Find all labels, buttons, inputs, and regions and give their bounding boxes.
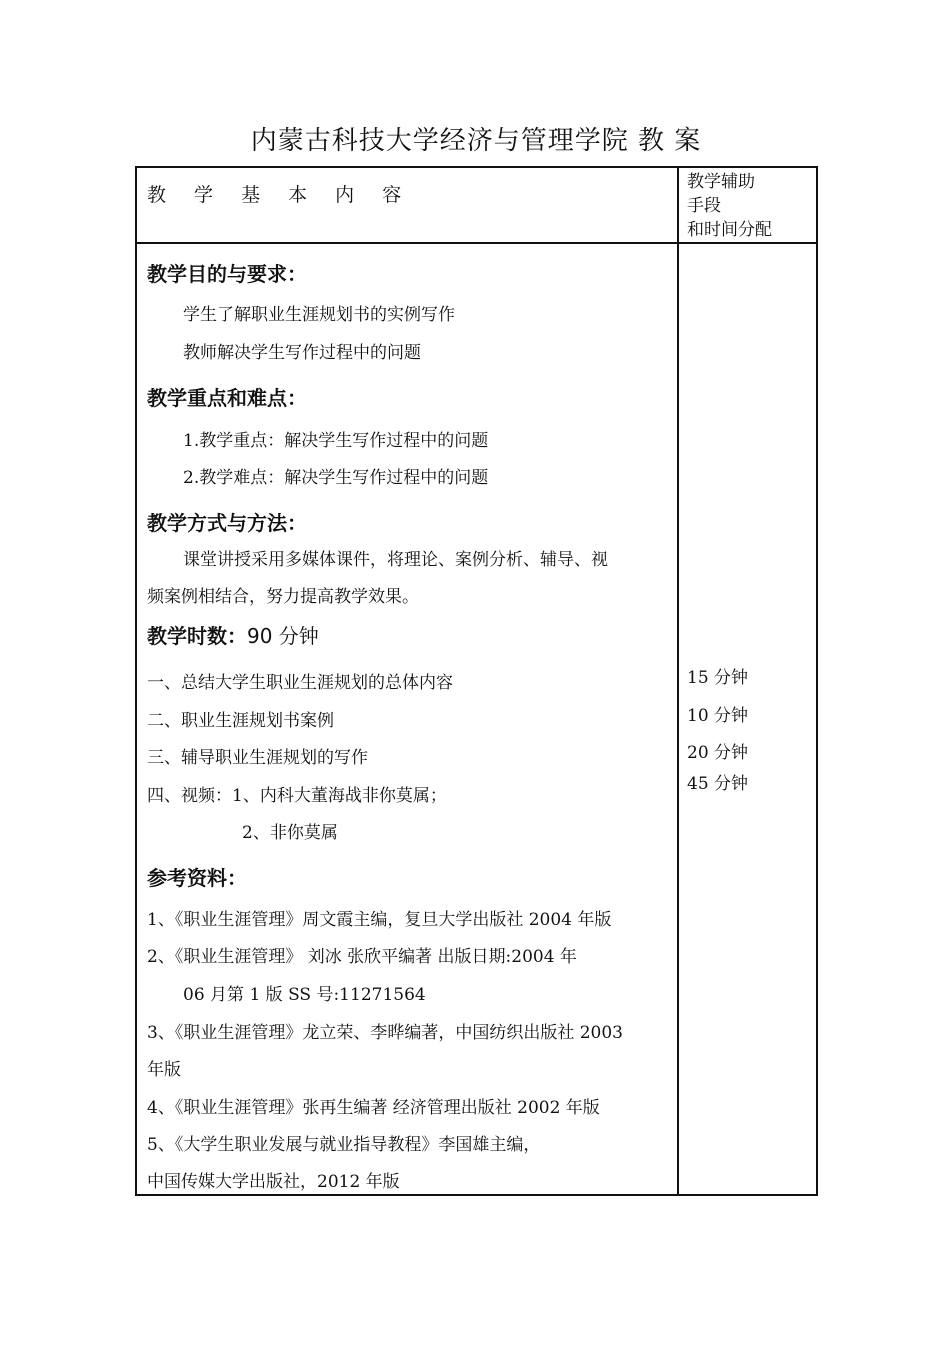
methods-heading: 教学方式与方法：: [147, 511, 307, 535]
hours-heading: [147, 620, 319, 649]
header-divider: [137, 242, 816, 244]
lesson-plan-table: [135, 166, 818, 1196]
reference-line: 5、《大学生职业发展与就业指导教程》李国雄主编，: [147, 1135, 541, 1155]
aids-header-line: 教学辅助: [687, 172, 755, 192]
key-points-heading: 教学重点和难点：: [147, 386, 307, 410]
outline-item: 2、非你莫属: [242, 823, 338, 843]
references-heading: 参考资料：: [147, 866, 247, 890]
key-point-item: 2.教学难点：解决学生写作过程中的问题: [183, 468, 489, 488]
methods-line: 频案例相结合，努力提高教学效果。: [147, 587, 419, 607]
outline-item: 三、辅导职业生涯规划的写作: [147, 748, 368, 768]
outline-item: 一、总结大学生职业生涯规划的总体内容: [147, 673, 453, 693]
time-allocation: 45 分钟: [687, 774, 749, 794]
reference-line: 3、《职业生涯管理》龙立荣、李晔编著，中国纺织出版社 2003: [147, 1023, 623, 1043]
outline-item: 四、视频：1、内科大董海战非你莫属；: [147, 786, 447, 806]
objectives-heading: 教学目的与要求：: [147, 262, 307, 286]
aids-header-line: 和时间分配: [687, 220, 772, 240]
outline-item: 二、职业生涯规划书案例: [147, 711, 334, 731]
objective-item: 教师解决学生写作过程中的问题: [183, 343, 421, 363]
column-divider: [677, 168, 679, 1194]
objective-item: 学生了解职业生涯规划书的实例写作: [183, 305, 455, 325]
reference-line: 中国传媒大学出版社，2012 年版: [147, 1172, 400, 1192]
aids-column-header: [687, 170, 772, 242]
reference-line: 06 月第 1 版 SS 号:11271564: [183, 985, 426, 1005]
time-allocation: 15 分钟: [687, 668, 749, 688]
hours-value: 90 分钟: [247, 624, 319, 648]
aids-header-line: 手段: [687, 196, 721, 216]
reference-line: 2、《职业生涯管理》 刘冰 张欣平编著 出版日期:2004 年: [147, 947, 577, 967]
reference-line: 1、《职业生涯管理》周文霞主编，复旦大学出版社 2004 年版: [147, 910, 612, 930]
page-title: 内蒙古科技大学经济与管理学院 教 案: [250, 126, 702, 156]
methods-line: 课堂讲授采用多媒体课件，将理论、案例分析、辅导、视: [183, 550, 608, 570]
time-allocation: 20 分钟: [687, 743, 749, 763]
time-allocation: 10 分钟: [687, 706, 749, 726]
reference-line: 4、《职业生涯管理》张再生编著 经济管理出版社 2002 年版: [147, 1098, 600, 1118]
reference-line: 年版: [147, 1060, 181, 1080]
content-column-header: 教 学 基 本 内 容: [147, 184, 405, 206]
key-point-item: 1.教学重点：解决学生写作过程中的问题: [183, 431, 489, 451]
hours-label: 教学时数：: [147, 624, 247, 648]
